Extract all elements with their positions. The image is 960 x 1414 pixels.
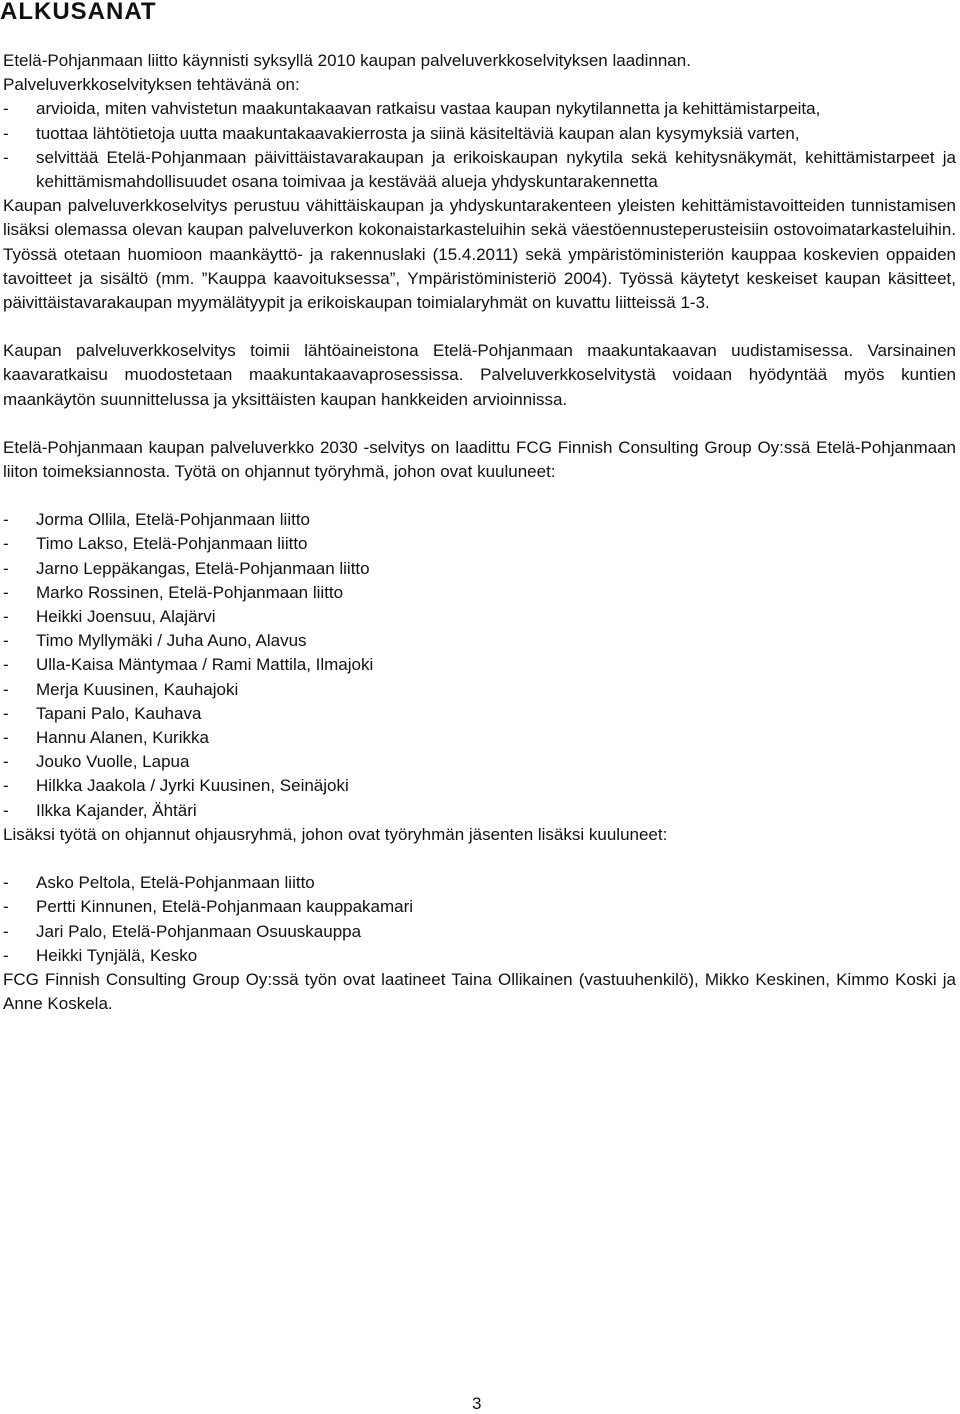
authors-paragraph: FCG Finnish Consulting Group Oy:ssä työn ovat laatineet Taina Ollikainen (vastuuhenkilö), Mikko Keskinen, Kimmo Koski ja Anne Koskela. xyxy=(3,969,956,1014)
list-item: - Ilkka Kajander, Ähtäri xyxy=(3,799,956,823)
list-item: - Heikki Tynjälä, Kesko xyxy=(3,944,956,968)
list-item: - Jari Palo, Etelä-Pohjanmaan Osuuskauppa xyxy=(3,920,956,944)
list-item: - arvioida, miten vahvistetun maakuntakaavan ratkaisu vastaa kaupan nykytilannetta ja kehittämistarpeita, xyxy=(3,97,956,121)
list-item: - Jouko Vuolle, Lapua xyxy=(3,750,956,774)
task-list xyxy=(3,97,956,194)
list-item: - Timo Lakso, Etelä-Pohjanmaan liitto xyxy=(3,532,956,556)
list-item: - Hilkka Jaakola / Jyrki Kuusinen, Seinäjoki xyxy=(3,774,956,798)
list-item: - Hannu Alanen, Kurikka xyxy=(3,726,956,750)
document-body xyxy=(3,49,956,1016)
list-item: - Marko Rossinen, Etelä-Pohjanmaan liitto xyxy=(3,581,956,605)
paragraph-basis: Kaupan palveluverkkoselvitys perustuu vähittäiskaupan ja yhdyskuntarakenteen yleisten kehittämistavoitteiden tunnistamisen lisäksi olemassa olevan kaupan palveluverkon kokonaistarkasteluihin sekä väestöennusteperusteisiin ostovoimatarkasteluihin. Työssä otetaan huomioon maankäyttö- ja rakennuslaki (15.4.2011) sekä ympäristöministeriön kauppaa koskevien oppaiden tavoitteet ja sisältö (mm. ”Kauppa kaavoituksessa”, Ympäristöministeriö 2004). Työssä käytetyt keskeiset kaupan käsitteet, päivittäistavarakaupan myymälätyypit ja erikoiskaupan toimialaryhmät on kuvattu liitteissä 1-3. xyxy=(3,196,956,313)
paragraph-prepared: Etelä-Pohjanmaan kaupan palveluverkko 2030 -selvitys on laadittu FCG Finnish Consulting Group Oy:ssä Etelä-Pohjanmaan liiton toimeksiannosta. Työtä on ohjannut työryhmä, johon ovat kuuluneet: xyxy=(3,437,956,482)
list-item: - Merja Kuusinen, Kauhajoki xyxy=(3,678,956,702)
list-item: - selvittää Etelä-Pohjanmaan päivittäistavarakaupan ja erikoiskaupan nykytila sekä kehitysnäkymät, kehittämistarpeet ja kehittämismahdollisuudet osana toimivaa ja kestävää alueja yhdyskuntarakennetta xyxy=(3,146,956,194)
list-item: - tuottaa lähtötietoja uutta maakuntakaavakierrosta ja siinä käsiteltäviä kaupan alan kysymyksiä varten, xyxy=(3,122,956,146)
list-item: - Jorma Ollila, Etelä-Pohjanmaan liitto xyxy=(3,508,956,532)
list-item: - Heikki Joensuu, Alajärvi xyxy=(3,605,956,629)
working-group-list xyxy=(3,508,956,823)
intro-line: Etelä-Pohjanmaan liitto käynnisti syksyllä 2010 kaupan palveluverkkoselvityksen laadinnan. xyxy=(3,51,691,70)
paragraph-material: Kaupan palveluverkkoselvitys toimii lähtöaineistona Etelä-Pohjanmaan maakuntakaavan uudistamisessa. Varsinainen kaavaratkaisu muodostetaan maakuntakaavaprosessissa. Palveluverkkoselvitystä voidaan hyödyntää myös kuntien maankäytön suunnittelussa ja yksittäisten kaupan hankkeiden arvioinnissa. xyxy=(3,341,956,409)
steering-group-list xyxy=(3,871,956,968)
list-item: - Jarno Leppäkangas, Etelä-Pohjanmaan liitto xyxy=(3,557,956,581)
steering-intro: Lisäksi työtä on ohjannut ohjausryhmä, johon ovat työryhmän jäsenten lisäksi kuuluneet: xyxy=(3,824,668,844)
list-item: - Ulla-Kaisa Mäntymaa / Rami Mattila, Ilmajoki xyxy=(3,653,956,677)
tasks-intro: Palveluverkkoselvityksen tehtävänä on: xyxy=(3,75,300,95)
list-item: - Timo Myllymäki / Juha Auno, Alavus xyxy=(3,629,956,653)
list-item: - Tapani Palo, Kauhava xyxy=(3,702,956,726)
list-item: - Pertti Kinnunen, Etelä-Pohjanmaan kauppakamari xyxy=(3,895,956,919)
list-item: - Asko Peltola, Etelä-Pohjanmaan liitto xyxy=(3,871,956,895)
page-number: 3 xyxy=(472,1394,482,1413)
page-title: ALKUSANAT xyxy=(0,0,157,25)
